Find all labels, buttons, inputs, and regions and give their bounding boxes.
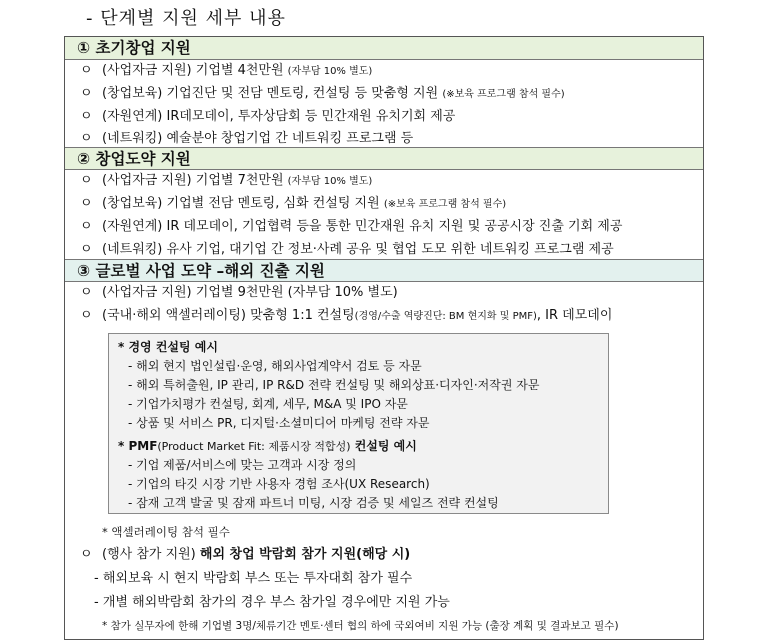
list-item: ㅇ (자원연계) IR 데모데이, 기업협력 등을 통한 민간재원 유치 지원 및 공공시장 진출 기회 제공: [80, 219, 623, 234]
list-item: - 해외 현지 법인설립·운영, 해외사업계약서 검토 등 자문: [128, 359, 422, 373]
event-note: * 참가 실무자에 한해 기업별 3명/체류기간 멘토·센터 협의 하에 국외여비 지원 가능 (출장 계획 및 결과보고 필수): [102, 620, 619, 632]
list-item: - 개별 해외박람회 참가의 경우 부스 참가일 경우에만 지원 가능: [94, 595, 450, 610]
list-item: - 기업가치평가 컨설팅, 회계, 세무, M&A 및 IPO 자문: [128, 397, 408, 411]
section-heading-growth: ② 창업도약 지원: [65, 147, 703, 170]
list-item: ㅇ (창업보육) 기업진단 및 전담 멘토링, 컨설팅 등 맞춤형 지원 (※보육 프로그램 참석 필수): [80, 86, 565, 101]
section-heading-global: ③ 글로벌 사업 도약 –해외 진출 지원: [65, 259, 703, 282]
list-item: ㅇ (사업자금 지원) 기업별 4천만원 (자부담 10% 별도): [80, 63, 373, 78]
section-heading-early-startup: ① 초기창업 지원: [65, 37, 703, 60]
list-item: - 해외보육 시 현지 박람회 부스 또는 투자대회 참가 필수: [94, 571, 413, 586]
list-item: - 기업 제품/서비스에 맞는 고객과 시장 정의: [128, 458, 357, 472]
list-item: ㅇ (창업보육) 기업별 전담 멘토링, 심화 컨설팅 지원 (※보육 프로그램 참석 필수): [80, 196, 507, 211]
list-item: ㅇ (사업자금 지원) 기업별 9천만원 (자부담 10% 별도): [80, 285, 398, 300]
list-item: ㅇ (사업자금 지원) 기업별 7천만원 (자부담 10% 별도): [80, 173, 373, 188]
list-item: - 기업의 타깃 시장 기반 사용자 경험 조사(UX Research): [128, 477, 430, 491]
pmf-consulting-title: * PMF(Product Market Fit: 제품시장 적합성) 컨설팅 예시: [118, 439, 417, 453]
management-consulting-title: * 경영 컨설팅 예시: [118, 340, 218, 354]
list-item: - 상품 및 서비스 PR, 디지털·소셜미디어 마케팅 전략 자문: [128, 416, 430, 430]
list-item: ㅇ (자원연계) IR데모데이, 투자상담회 등 민간재원 유치기회 제공: [80, 109, 456, 124]
list-item: - 해외 특허출원, IP 관리, IP R&D 전략 컨설팅 및 해외상표·디자인·저작권 자문: [128, 378, 540, 392]
page-title: - 단계별 지원 세부 내용: [86, 8, 286, 29]
accelerating-note: * 액셀러레이팅 참석 필수: [102, 525, 230, 539]
list-item: ㅇ (네트워킹) 유사 기업, 대기업 간 정보·사례 공유 및 협업 도모 위한 네트워킹 프로그램 제공: [80, 242, 614, 257]
list-item: ㅇ (네트워킹) 예술분야 창업기업 간 네트워킹 프로그램 등: [80, 131, 414, 146]
list-item: ㅇ (행사 참가 지원) 해외 창업 박람회 참가 지원(해당 시): [80, 547, 411, 562]
list-item: ㅇ (국내·해외 액셀러레이팅) 맞춤형 1:1 컨설팅(경영/수출 역량진단: BM 현지화 및 PMF), IR 데모데이: [80, 308, 613, 323]
list-item: - 잠재 고객 발굴 및 잠재 파트너 미팅, 시장 검증 및 세일즈 전략 컨설팅: [128, 496, 499, 510]
